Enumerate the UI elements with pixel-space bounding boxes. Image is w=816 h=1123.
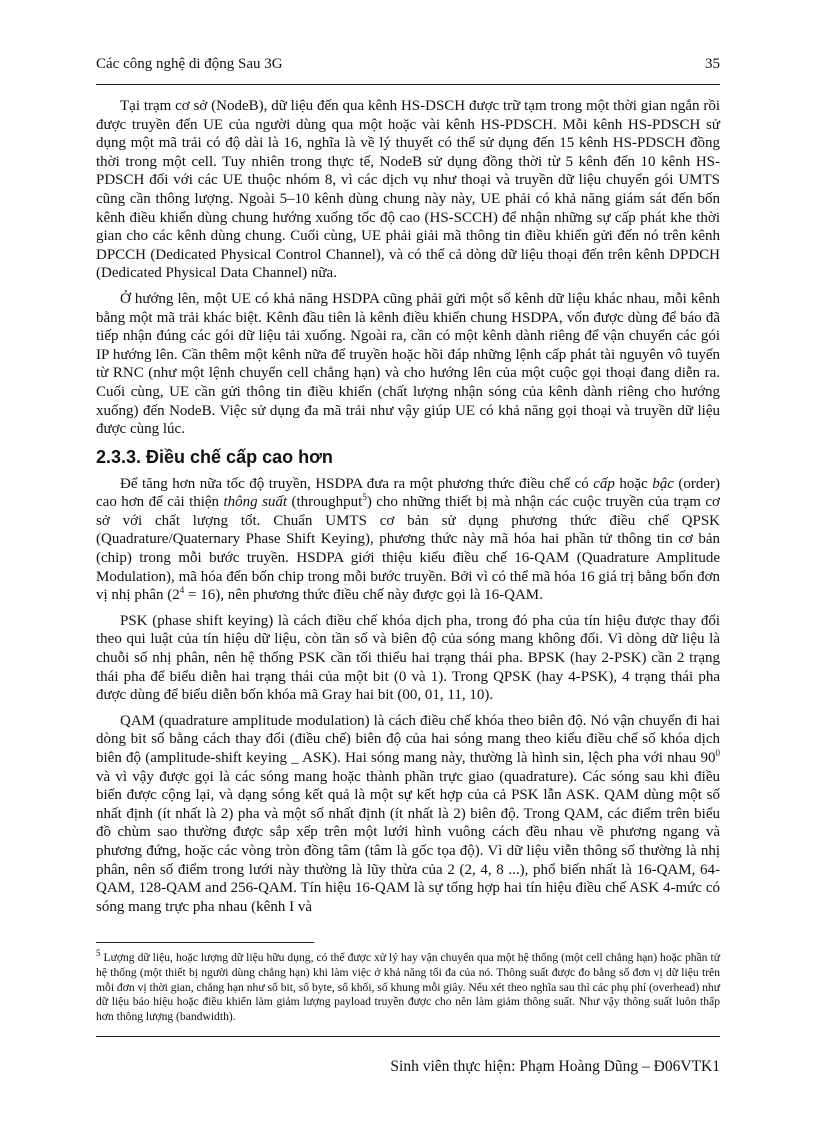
text-run: (order) cao hơn để cải thiện [96,475,721,511]
header-rule [96,84,720,85]
text-run: và vì vậy được gọi là các sóng mang hoặc thành phần trực giao (quadrature). Các sóng sau khi điều biến được cộng lại, và dạng sóng kết quả là một sự kết hợp của cả PSK lẫn ASK. QAM dùng một số nhất định (ít nhất là 2) pha và một số nhất định (ít nhất là 2) biên độ. Trong QAM, các điểm trên biểu đồ chùm sao thường được sắp xếp trên một lưới hình vuông cách đều nhau về phương ngang và phương đứng, hoặc các vòng tròn đồng tâm (tâm là gốc tọa độ). Vì dữ liệu viễn thông số thường là nhị phân, nên số điểm trong lưới này thường là lũy thừa của 2 (2, 4, 8 ...), phổ biến nhất là 16-QAM, 64-QAM, 128-QAM and 256-QAM. Tín hiệu 16-QAM là sự tổng hợp hai tín hiệu điều chế ASK 4-mức có sóng mang trực pha nhau (kênh I và [96,768,720,915]
text-run: = 16), nên phương thức điều chế này được gọi là 16-QAM. [184,587,543,604]
text-run: hoặc [614,475,653,492]
footnote [96,948,720,1025]
header-title: Các công nghệ di động Sau 3G [96,56,283,72]
emphasis-thong-suat: thông suất [223,494,288,511]
page-footer: Sinh viên thực hiện: Phạm Hoàng Dũng – Đ06VTK1 [390,1058,720,1075]
degree-superscript: 0 [715,748,720,758]
text-run: Để tăng hơn nữa tốc độ truyền, HSDPA đưa ra một phương thức điều chế có [120,475,594,492]
footnote-mark: 5 [96,948,101,959]
footnote-reference: 5 [362,492,367,503]
page-number: 35 [705,56,720,72]
text-run: (throughput [287,494,363,511]
footnote-text: Lượng dữ liệu, hoặc lượng dữ liệu hữu dụng, có thể được xử lý hay vận chuyển qua một hệ thống (một cell chẳng hạn) hoặc phần tử hệ thống (một thiết bị người dùng chẳng hạn) khi làm việc ở khả năng tối đa của nó. Thông suất được đo bằng số đơn vị dữ liệu trên mỗi đơn vị thời gian, chẳng hạn như số bit, số byte, số khối, số khung mỗi giây. Nếu xét theo nghĩa sau thì các phụ phí (overhead) như dữ liệu báo hiệu hoặc điều khiển làm giảm lượng payload truyền được cho nên làm giảm thông suất. Như vậy thông suất luôn thấp hơn thông lượng (bandwidth). [96,951,720,1024]
footnote-separator [96,942,314,943]
paragraph-qam [96,712,720,917]
exponent: 4 [179,585,185,596]
paragraph-psk: PSK (phase shift keying) là cách điều chế khóa dịch pha, trong đó pha của tín hiệu được thay đổi theo qui luật của tín hiệu dữ liệu, còn tần số và biên độ của sóng mang không đổi. Vì dòng dữ liệu là chuỗi số nhị phân, nên hệ thống PSK cần tối thiểu hai trạng thái pha. BPSK (hay 2-PSK) cần 2 trạng thái pha để biểu diễn hai trạng thái của một bit (0 và 1). Trong QPSK (hay 4-PSK), 4 trạng thái pha được dùng để biểu diễn bốn khóa mã Gray hai bit (00, 01, 11, 10). [96,612,720,704]
text-run: QAM (quadrature amplitude modulation) là cách điều chế khóa theo biên độ. Nó vận chuyển đi hai dòng bit số bằng cách thay đổi (điều chế) biên độ của hai sóng mang theo kiểu điều chế số khóa dịch biên độ (amplitude-shift keying _ ASK). Hai sóng mang này, thường là hình sin, lệch pha với nhau 90 [96,712,720,766]
emphasis-cap: cấp [593,475,615,492]
paragraph-uplink: Ở hướng lên, một UE có khả năng HSDPA cũng phải gửi một số kênh dữ liệu khác nhau, mỗi kênh bằng một mã trải khác biệt. Kênh đầu tiên là kênh điều khiển chung HSDPA, vốn được dùng để báo đã tiếp nhận đúng các gói dữ liệu tải xuống. Ngoài ra, cần có một kênh dành riêng để vận chuyển các gói IP hướng lên. Cần thêm một kênh nữa để truyền hoặc hồi đáp những lệnh cấp phát tài nguyên vô tuyến từ RNC (như một lệnh chuyển cell chẳng hạn) và cho hướng lên của một cuộc gọi thoại đang diễn ra. Cuối cùng, UE cần gửi thông tin điều khiển (chất lượng nhận sóng của kênh dành riêng cho hướng xuống) đến NodeB. Việc sử dụng đa mã trải như vậy giúp UE có khả năng gọi thoại và truyền dữ liệu được cùng lúc. [96,290,720,438]
emphasis-bac: bậc [652,475,674,492]
paragraph-hs-dsch: Tại trạm cơ sở (NodeB), dữ liệu đến qua kênh HS-DSCH được trữ tạm trong một thời gian ngắn rồi được truyền đến UE của người dùng qua một hoặc vài kênh HS-PDSCH. Mỗi kênh HS-PDSCH sử dụng một mã trải có độ dài là 16, nghĩa là về lý thuyết có thể sử dụng đến 15 kênh HS-PDSCH đồng thời trong một cell. Tuy nhiên trong thực tế, NodeB sử dụng đồng thời từ 5 kênh đến 10 kênh HS-PDSCH đối với các UE thuộc nhóm 8, vì các dịch vụ như thoại và truyền dữ liệu chuyển gói UMTS cũng cần thông lượng. Ngoài 5–10 kênh dùng chung này này, UE phải có khả năng giám sát đến bốn kênh điều khiển dùng chung hướng xuống tốc độ cao (HS-SCCH) để nhận những sự cấp phát khe thời gian cho các kênh dùng chung. Cuối cùng, UE phải giải mã thông tin điều khiển gửi đến nó trên kênh DPCCH (Dedicated Physical Control Channel), và có thể cả dòng dữ liệu thoại đến trên kênh DPDCH (Dedicated Physical Data Channel) nữa. [96,98,720,282]
footer-rule [96,1036,720,1037]
section-heading: 2.3.3. Điều chế cấp cao hơn [96,446,333,467]
paragraph-higher-order-modulation [96,475,720,605]
text-run: ) cho những thiết bị mà nhận các cuộc truyền của trạm cơ sở với chất lượng tốt. Chuẩn UMTS cơ bản sử dụng phương thức điều chế QPSK (Quadrature/Quaternary Phase Shift Keying), phương thức này mã hóa hai phần tử thông tin cơ bản (chip) trong mỗi bước truyền. HSDPA giới thiệu kiểu điều chế 16-QAM (Quadrature Amplitude Modulation), mã hóa đến bốn chip trong mỗi bước truyền. Bởi vì có thể mã hóa 16 giá trị bằng bốn đơn vị nhị phân (2 [96,494,720,604]
page-header [96,56,720,78]
main-content [96,97,720,923]
